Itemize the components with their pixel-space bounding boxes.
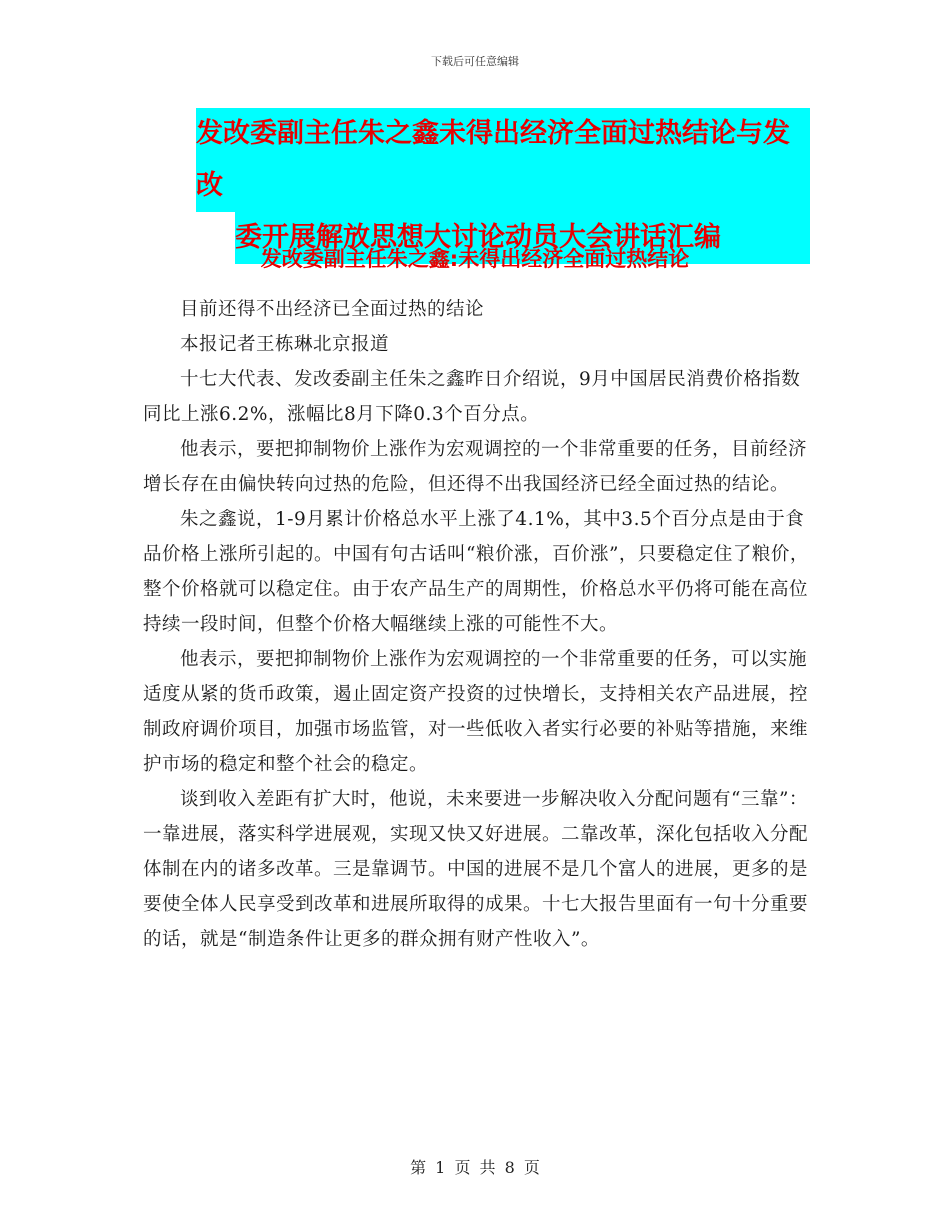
page-number-footer: 第 1 页 共 8 页 (410, 1158, 540, 1177)
paragraph: 他表示，要把抑制物价上涨作为宏观调控的一个非常重要的任务，目前经济增长存在由偏快转向过热的危险，但还得不出我国经济已经全面过热的结论。 (143, 439, 808, 495)
section-title: 发改委副主任朱之鑫:未得出经济全面过热结论 (260, 247, 690, 271)
document-title-line-2: 委开展解放思想大讨论动员大会讲话汇编 (235, 222, 721, 253)
paragraph: 十七大代表、发改委副主任朱之鑫昨日介绍说，9月中国居民消费价格指数同比上涨6.2%，涨幅比8月下降0.3个百分点。 (143, 369, 801, 425)
document-title (190, 108, 810, 264)
paragraph: 本报记者王栋琳北京报道 (180, 334, 390, 355)
document-title-line-1: 发改委副主任朱之鑫未得出经济全面过热结论与发改 (196, 118, 790, 201)
paragraph: 谈到收入差距有扩大时，他说，未来要进一步解决收入分配问题有“三靠”：一靠进展，落实科学进展观，实现又快又好进展。二靠改革，深化包括收入分配体制在内的诸多改革。三是靠调节。中国的进展不是几个富人的进展，更多的是要使全体人民享受到改革和进展所取得的成果。十七大报告里面有一句十分重要的话，就是“制造条件让更多的群众拥有财产性收入”。 (143, 789, 809, 950)
paragraph: 目前还得不出经济已全面过热的结论 (180, 299, 485, 320)
page-header: 下载后可任意编辑 (431, 55, 519, 68)
paragraph: 他表示，要把抑制物价上涨作为宏观调控的一个非常重要的任务，可以实施适度从紧的货币政策，遏止固定资产投资的过快增长，支持相关农产品进展，控制政府调价项目，加强市场监管，对一些低收入者实行必要的补贴等措施，来维护市场的稳定和整个社会的稳定。 (143, 649, 809, 775)
article-body (143, 292, 815, 957)
paragraph: 朱之鑫说，1-9月累计价格总水平上涨了4.1%，其中3.5个百分点是由于食品价格上涨所引起的。中国有句古话叫“粮价涨，百价涨”，只要稳定住了粮价，整个价格就可以稳定住。由于农产品生产的周期性，价格总水平仍将可能在高位持续一段时间，但整个价格大幅继续上涨的可能性不大。 (143, 509, 809, 635)
